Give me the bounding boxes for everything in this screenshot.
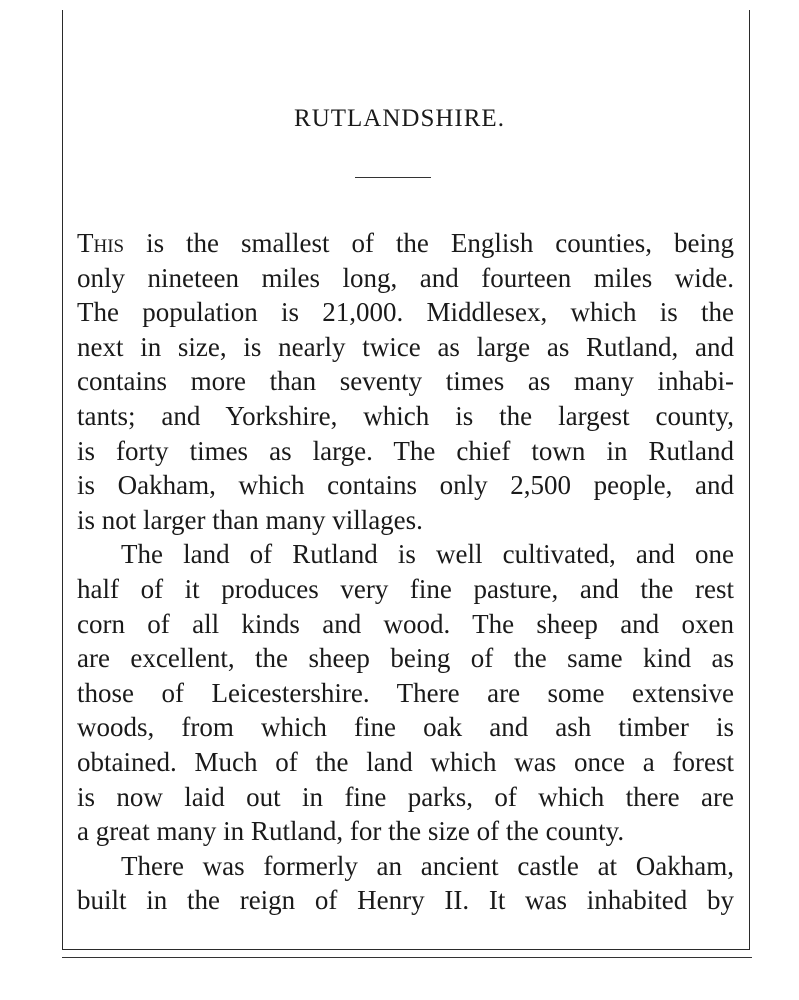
text-line-8: is Oakham, which contains only 2,500 people, and [77, 470, 734, 501]
text-line-10: The land of Rutland is well cultivated, and one [121, 539, 734, 570]
text-line-1-rest: is the smallest of the English counties, being [124, 228, 734, 258]
text-line-3: The population is 21,000. Middlesex, which is the [77, 297, 734, 328]
title-divider [355, 177, 431, 178]
text-line-19: There was formerly an ancient castle at Oakham, [121, 850, 734, 881]
text-line-7: is forty times as large. The chief town in Rutland [77, 435, 734, 466]
page-title: RUTLANDSHIRE. [294, 105, 505, 132]
text-line-16: obtained. Much of the land which was once a forest [77, 746, 734, 777]
text-line-2: only nineteen miles long, and fourteen miles wide. [77, 262, 734, 293]
text-line-15: woods, from which fine oak and ash timber is [77, 712, 734, 743]
text-line-9: is not larger than many villages. [77, 504, 423, 535]
text-line-1 [77, 226, 734, 261]
text-line-4: next in size, is nearly twice as large as Rutland, and [77, 331, 734, 362]
text-line-17: is now laid out in fine parks, of which there are [77, 781, 734, 812]
text-line-18: a great many in Rutland, for the size of the county. [77, 816, 625, 847]
bottom-rule [62, 957, 752, 958]
body-text [77, 226, 734, 918]
text-line-12: corn of all kinds and wood. The sheep and oxen [77, 608, 734, 639]
text-line-11: half of it produces very fine pasture, and the rest [77, 573, 734, 604]
text-line-14: those of Leicestershire. There are some extensive [77, 677, 734, 708]
text-line-5: contains more than seventy times as many inhabi- [77, 366, 734, 397]
lead-word: This [77, 228, 125, 258]
text-line-13: are excellent, the sheep being of the same kind as [77, 643, 734, 674]
text-line-20: built in the reign of Henry II. It was inhabited by [77, 885, 734, 916]
text-line-6: tants; and Yorkshire, which is the largest county, [77, 400, 734, 431]
